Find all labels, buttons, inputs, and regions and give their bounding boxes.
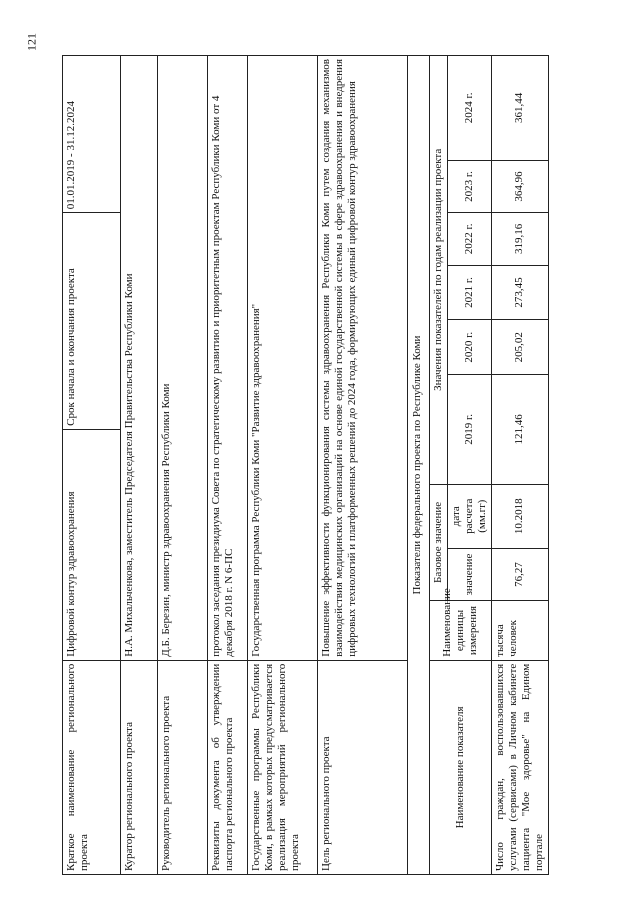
head-label: Руководитель регионального проекта (158, 660, 208, 874)
head-value: Д.Б. Березин, министр здравоохранения Республики Коми (158, 56, 208, 661)
curator-label: Куратор регионального проекта (121, 660, 158, 874)
indicator-years-header: Значения показателей по годам реализации проекта (430, 56, 448, 485)
indicator-unit: тысяча человек (491, 601, 548, 661)
year-header-2021: 2021 г. (447, 265, 491, 320)
indicator-value-2022: 319,16 (491, 213, 548, 265)
indicator-value-2021: 273,45 (491, 265, 548, 320)
short-name-value: Цифровой контур здравоохранения (63, 429, 121, 660)
goal-value: Повышение эффективности функционирования системы здравоохранения Республики Коми путем создания механизмов взаимодействия медицинских организаций на основе единой государственной системы в сфере здравоохранения и внедрения цифровых технологий и платформенных решений до 2024 года, формирующих единый цифровой контур здравоохранения (318, 56, 408, 661)
indicator-base-value-header: значение (447, 548, 491, 600)
project-passport-table (62, 55, 549, 875)
indicators-section-title: Показатели федерального проекта по Республике Коми (408, 56, 430, 875)
year-header-2020: 2020 г. (447, 320, 491, 375)
short-name-label: Краткое наименование регионального проекта (63, 660, 121, 874)
programs-label: Государственные программы Республики Коми, в рамках которых предусматривается реализация мероприятий регионального проекта (248, 660, 318, 874)
year-header-2023: 2023 г. (447, 160, 491, 212)
curator-row (121, 56, 158, 875)
indicator-value-2019: 121,46 (491, 375, 548, 485)
curator-value: Н.А. Михальченкова, заместитель Председателя Правительства Республики Коми (121, 56, 158, 661)
year-header-2024: 2024 г. (447, 56, 491, 161)
rotated-document-sheet (62, 55, 548, 875)
indicator-unit-header: Наименование единицы измерения (430, 601, 492, 661)
goal-label: Цель регионального проекта (318, 660, 408, 874)
approval-row (208, 56, 248, 875)
indicator-base-value: 76,27 (491, 548, 548, 600)
goal-row (318, 56, 408, 875)
approval-label: Реквизиты документа об утверждении паспорта регионального проекта (208, 660, 248, 874)
indicator-base-header: Базовое значение (430, 484, 448, 601)
year-header-2019: 2019 г. (447, 375, 491, 485)
indicator-name: Число граждан, воспользовавшихся услугами (сервисами) в Личном кабинете пациента "Мое здоровье" на Едином портале (491, 660, 548, 874)
indicators-title-row (408, 56, 430, 875)
indicator-value-2023: 364,96 (491, 160, 548, 212)
page-number: 121 (24, 33, 39, 51)
indicator-base-date: 10.2018 (491, 484, 548, 548)
short-name-row (63, 56, 121, 875)
programs-row (248, 56, 318, 875)
head-row (158, 56, 208, 875)
indicator-base-date-header: дата расчета (мм.гг) (447, 484, 491, 548)
programs-value: Государственная программа Республики Коми "Развитие здравоохранения" (248, 56, 318, 661)
year-header-2022: 2022 г. (447, 213, 491, 265)
term-label: Срок начала и окончания проекта (63, 213, 121, 430)
term-value: 01.01.2019 - 31.12.2024 (63, 56, 121, 213)
indicator-row (491, 56, 548, 875)
indicator-value-2020: 205,02 (491, 320, 548, 375)
indicator-name-header: Наименование показателя (430, 660, 492, 874)
indicator-value-2024: 361,44 (491, 56, 548, 161)
approval-value: протокол заседания президиума Совета по стратегическому развитию и приоритетным проектам Республики Коми от 4 декабря 2018 г. N 6-ПС (208, 56, 248, 661)
indicators-header-row-1 (430, 56, 448, 875)
